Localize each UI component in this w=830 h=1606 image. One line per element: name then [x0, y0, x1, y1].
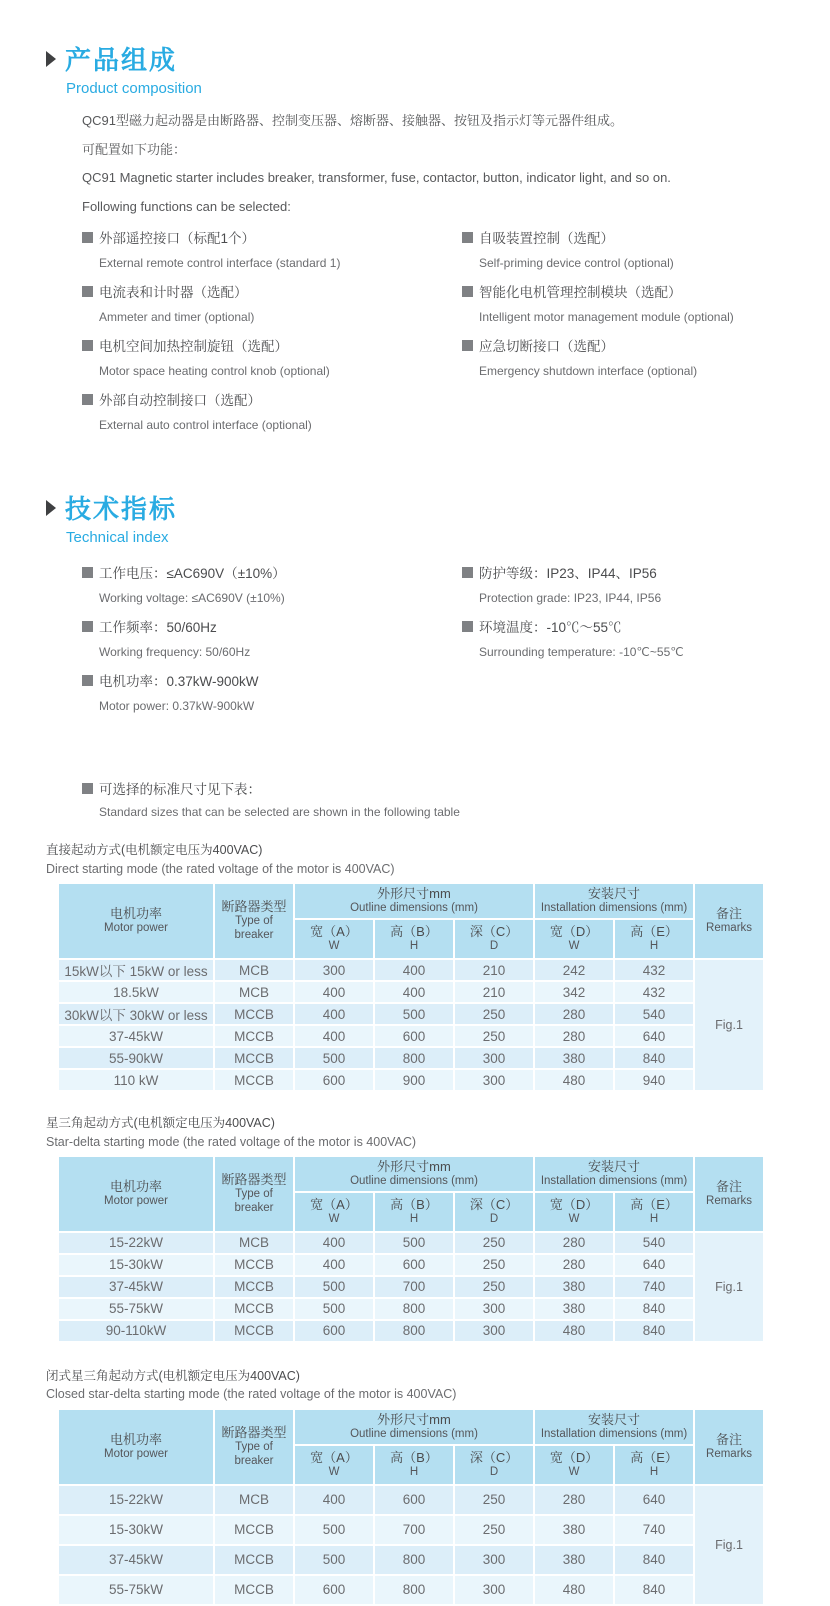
- header-height-e: 高（E） H: [614, 919, 694, 959]
- table-row: [58, 1254, 764, 1276]
- depth-c-cell: 250: [454, 1254, 534, 1276]
- spec-label-en: Working voltage: ≤AC690V (±10%): [99, 591, 285, 606]
- height-b-cell: 600: [374, 1025, 454, 1047]
- breaker-type-cell: MCCB: [214, 1047, 294, 1069]
- header-breaker-type: 断路器类型 Type of breaker: [214, 1156, 294, 1232]
- section-title-en: Technical index: [66, 529, 169, 547]
- spec-label-en: Motor power: 0.37kW-900kW: [99, 699, 255, 714]
- breaker-type-cell: MCCB: [214, 1575, 294, 1605]
- header-height-b: 高（B） H: [374, 1445, 454, 1485]
- feature-label-en: Self-priming device control (optional): [479, 256, 674, 271]
- header-outline-dimensions: 外形尺寸mm Outline dimensions (mm): [294, 883, 534, 919]
- breaker-type-cell: MCB: [214, 1485, 294, 1515]
- table-body: [58, 1485, 764, 1605]
- spec-label-en: Working frequency: 50/60Hz: [99, 645, 251, 660]
- width-d-cell: 280: [534, 1025, 614, 1047]
- table-header: [58, 883, 764, 959]
- table-row: [58, 1515, 764, 1545]
- height-b-cell: 800: [374, 1545, 454, 1575]
- table-caption-en: Direct starting mode (the rated voltage of the motor is 400VAC): [46, 861, 395, 876]
- bullet-square-icon: [82, 286, 93, 297]
- spec-item: [82, 670, 462, 713]
- width-a-cell: 600: [294, 1320, 374, 1342]
- width-d-cell: 380: [534, 1276, 614, 1298]
- table-block-closed-star-delta: [46, 1369, 790, 1606]
- bullet-square-icon: [82, 783, 93, 794]
- breaker-type-cell: MCCB: [214, 1320, 294, 1342]
- width-a-cell: 500: [294, 1276, 374, 1298]
- depth-c-cell: 250: [454, 1276, 534, 1298]
- header-width-a: 宽（A） W: [294, 919, 374, 959]
- width-a-cell: 400: [294, 1485, 374, 1515]
- section-title-row: [46, 489, 790, 526]
- height-e-cell: 840: [614, 1298, 694, 1320]
- feature-item: [82, 389, 462, 432]
- table-body: [58, 1232, 764, 1342]
- width-a-cell: 400: [294, 1254, 374, 1276]
- width-d-cell: 280: [534, 1485, 614, 1515]
- header-installation-dimensions: 安装尺寸 Installation dimensions (mm): [534, 1409, 694, 1445]
- motor-power-cell: 37-45kW: [58, 1545, 214, 1575]
- height-e-cell: 640: [614, 1025, 694, 1047]
- header-remarks: 备注 Remarks: [694, 1156, 764, 1232]
- width-d-cell: 280: [534, 1003, 614, 1025]
- header-depth-c: 深（C） D: [454, 1192, 534, 1232]
- feature-list: [82, 227, 790, 443]
- width-a-cell: 500: [294, 1545, 374, 1575]
- note-text-en: Standard sizes that can be selected are shown in the following table: [99, 805, 460, 820]
- header-outline-dimensions: 外形尺寸mm Outline dimensions (mm): [294, 1156, 534, 1192]
- height-e-cell: 640: [614, 1485, 694, 1515]
- feature-label-zh: 外部遥控接口（标配1个）: [99, 231, 256, 247]
- breaker-type-cell: MCCB: [214, 1515, 294, 1545]
- width-d-cell: 280: [534, 1254, 614, 1276]
- remarks-cell: Fig.1: [694, 959, 764, 1091]
- height-b-cell: 700: [374, 1515, 454, 1545]
- feature-label-en: External remote control interface (standard 1): [99, 256, 341, 271]
- depth-c-cell: 250: [454, 1232, 534, 1254]
- header-remarks: 备注 Remarks: [694, 1409, 764, 1485]
- motor-power-cell: 30kW以下 30kW or less: [58, 1003, 214, 1025]
- intro-paragraphs: [82, 113, 790, 214]
- height-b-cell: 800: [374, 1320, 454, 1342]
- height-e-cell: 432: [614, 981, 694, 1003]
- table-block-direct-start: [46, 843, 790, 1092]
- motor-power-cell: 37-45kW: [58, 1276, 214, 1298]
- feature-label-zh: 应急切断接口（选配）: [479, 339, 614, 355]
- feature-item: [462, 281, 790, 324]
- table-row: [58, 1232, 764, 1254]
- height-e-cell: 540: [614, 1232, 694, 1254]
- section-product-composition: [46, 40, 790, 443]
- header-motor-power: 电机功率 Motor power: [58, 1156, 214, 1232]
- arrow-right-icon: [46, 500, 56, 516]
- arrow-right-icon: [46, 51, 56, 67]
- table-row: [58, 1003, 764, 1025]
- header-motor-power: 电机功率 Motor power: [58, 1409, 214, 1485]
- header-width-d: 宽（D） W: [534, 919, 614, 959]
- motor-power-cell: 18.5kW: [58, 981, 214, 1003]
- depth-c-cell: 250: [454, 1515, 534, 1545]
- table-row: [58, 1298, 764, 1320]
- height-b-cell: 800: [374, 1047, 454, 1069]
- width-a-cell: 400: [294, 1025, 374, 1047]
- note-text-zh: 可选择的标准尺寸见下表：: [99, 782, 261, 798]
- height-b-cell: 800: [374, 1298, 454, 1320]
- spec-item: [82, 562, 462, 605]
- bullet-square-icon: [462, 232, 473, 243]
- height-e-cell: 840: [614, 1320, 694, 1342]
- header-breaker-type: 断路器类型 Type of breaker: [214, 1409, 294, 1485]
- header-height-e: 高（E） H: [614, 1192, 694, 1232]
- spec-item: [462, 562, 790, 605]
- height-b-cell: 700: [374, 1276, 454, 1298]
- motor-power-cell: 15-30kW: [58, 1515, 214, 1545]
- height-b-cell: 400: [374, 981, 454, 1003]
- feature-label-en: Motor space heating control knob (optional): [99, 364, 330, 379]
- config-text-en: Following functions can be selected:: [82, 198, 291, 214]
- motor-power-cell: 110 kW: [58, 1069, 214, 1091]
- width-a-cell: 400: [294, 981, 374, 1003]
- breaker-type-cell: MCCB: [214, 1298, 294, 1320]
- config-text-zh: 可配置如下功能：: [82, 141, 187, 157]
- table-header: [58, 1409, 764, 1485]
- motor-power-cell: 55-75kW: [58, 1298, 214, 1320]
- spec-column-left: [82, 562, 462, 724]
- depth-c-cell: 210: [454, 981, 534, 1003]
- table-row: [58, 959, 764, 981]
- remarks-cell: Fig.1: [694, 1485, 764, 1605]
- motor-power-cell: 15kW以下 15kW or less: [58, 959, 214, 981]
- width-d-cell: 280: [534, 1232, 614, 1254]
- section-title-zh: 产品组成: [65, 45, 178, 75]
- section-title-row: [46, 40, 790, 77]
- width-a-cell: 400: [294, 1003, 374, 1025]
- section-title-zh: 技术指标: [65, 494, 178, 525]
- motor-power-cell: 90-110kW: [58, 1320, 214, 1342]
- depth-c-cell: 300: [454, 1545, 534, 1575]
- header-motor-power: 电机功率 Motor power: [58, 883, 214, 959]
- header-width-d: 宽（D） W: [534, 1192, 614, 1232]
- bullet-square-icon: [82, 621, 93, 632]
- bullet-square-icon: [82, 675, 93, 686]
- bullet-square-icon: [82, 394, 93, 405]
- spec-label-en: Protection grade: IP23, IP44, IP56: [479, 591, 662, 606]
- table-row: [58, 1320, 764, 1342]
- width-a-cell: 500: [294, 1298, 374, 1320]
- motor-power-cell: 37-45kW: [58, 1025, 214, 1047]
- feature-label-en: Ammeter and timer (optional): [99, 310, 255, 325]
- depth-c-cell: 300: [454, 1320, 534, 1342]
- dimensions-table-closed-star-delta: [57, 1408, 765, 1606]
- table-row: [58, 1047, 764, 1069]
- standard-sizes-note: [82, 778, 790, 819]
- feature-column-right: [462, 227, 790, 443]
- breaker-type-cell: MCCB: [214, 1069, 294, 1091]
- bullet-square-icon: [462, 621, 473, 632]
- height-e-cell: 840: [614, 1047, 694, 1069]
- feature-item: [462, 227, 790, 270]
- table-block-star-delta: [46, 1116, 790, 1343]
- feature-item: [82, 281, 462, 324]
- feature-item: [82, 227, 462, 270]
- width-d-cell: 380: [534, 1515, 614, 1545]
- feature-column-left: [82, 227, 462, 443]
- depth-c-cell: 210: [454, 959, 534, 981]
- intro-text-zh: QC91型磁力起动器是由断路器、控制变压器、熔断器、接触器、按钮及指示灯等元器件组成。: [82, 113, 623, 128]
- spec-label-zh: 工作频率：50/60Hz: [99, 620, 217, 636]
- bullet-square-icon: [82, 232, 93, 243]
- breaker-type-cell: MCB: [214, 981, 294, 1003]
- feature-item: [462, 335, 790, 378]
- breaker-type-cell: MCCB: [214, 1003, 294, 1025]
- height-b-cell: 500: [374, 1003, 454, 1025]
- bullet-square-icon: [82, 340, 93, 351]
- header-height-b: 高（B） H: [374, 1192, 454, 1232]
- height-e-cell: 840: [614, 1545, 694, 1575]
- feature-label-en: Intelligent motor management module (optional): [479, 310, 734, 325]
- height-e-cell: 740: [614, 1276, 694, 1298]
- depth-c-cell: 250: [454, 1003, 534, 1025]
- table-row: [58, 1276, 764, 1298]
- dimensions-table-star-delta: [57, 1155, 765, 1343]
- breaker-type-cell: MCCB: [214, 1025, 294, 1047]
- height-e-cell: 432: [614, 959, 694, 981]
- depth-c-cell: 250: [454, 1025, 534, 1047]
- width-d-cell: 380: [534, 1047, 614, 1069]
- height-b-cell: 500: [374, 1232, 454, 1254]
- header-height-b: 高（B） H: [374, 919, 454, 959]
- table-row: [58, 981, 764, 1003]
- depth-c-cell: 250: [454, 1485, 534, 1515]
- height-b-cell: 600: [374, 1485, 454, 1515]
- header-depth-c: 深（C） D: [454, 919, 534, 959]
- motor-power-cell: 55-75kW: [58, 1575, 214, 1605]
- height-e-cell: 740: [614, 1515, 694, 1545]
- spec-item: [82, 616, 462, 659]
- width-d-cell: 380: [534, 1545, 614, 1575]
- bullet-square-icon: [82, 567, 93, 578]
- width-d-cell: 242: [534, 959, 614, 981]
- section-technical-index: [46, 489, 790, 724]
- header-width-a: 宽（A） W: [294, 1192, 374, 1232]
- spec-list: [82, 562, 790, 724]
- spec-column-right: [462, 562, 790, 724]
- breaker-type-cell: MCCB: [214, 1545, 294, 1575]
- depth-c-cell: 300: [454, 1298, 534, 1320]
- header-installation-dimensions: 安装尺寸 Installation dimensions (mm): [534, 1156, 694, 1192]
- breaker-type-cell: MCCB: [214, 1254, 294, 1276]
- table-row: [58, 1069, 764, 1091]
- dimensions-table-direct: [57, 882, 765, 1092]
- width-a-cell: 500: [294, 1515, 374, 1545]
- header-height-e: 高（E） H: [614, 1445, 694, 1485]
- intro-text-en: QC91 Magnetic starter includes breaker, transformer, fuse, contactor, button, indicator light, and so on.: [82, 170, 671, 186]
- height-b-cell: 400: [374, 959, 454, 981]
- header-width-a: 宽（A） W: [294, 1445, 374, 1485]
- motor-power-cell: 15-22kW: [58, 1232, 214, 1254]
- feature-label-en: Emergency shutdown interface (optional): [479, 364, 698, 379]
- height-b-cell: 900: [374, 1069, 454, 1091]
- header-remarks: 备注 Remarks: [694, 883, 764, 959]
- bullet-square-icon: [462, 286, 473, 297]
- feature-item: [82, 335, 462, 378]
- spec-label-en: Surrounding temperature: -10℃~55℃: [479, 645, 684, 660]
- depth-c-cell: 300: [454, 1047, 534, 1069]
- header-installation-dimensions: 安装尺寸 Installation dimensions (mm): [534, 883, 694, 919]
- feature-label-zh: 自吸装置控制（选配）: [479, 231, 614, 247]
- table-caption-zh: 星三角起动方式(电机额定电压为400VAC): [46, 1116, 275, 1131]
- height-e-cell: 840: [614, 1575, 694, 1605]
- height-e-cell: 540: [614, 1003, 694, 1025]
- spec-label-zh: 工作电压：≤AC690V（±10%）: [99, 566, 286, 582]
- table-caption-en: Star-delta starting mode (the rated voltage of the motor is 400VAC): [46, 1134, 417, 1149]
- feature-label-zh: 电机空间加热控制旋钮（选配）: [99, 339, 288, 355]
- feature-label-en: External auto control interface (optional): [99, 418, 312, 433]
- feature-label-zh: 智能化电机管理控制模块（选配）: [479, 285, 682, 301]
- width-a-cell: 300: [294, 959, 374, 981]
- depth-c-cell: 300: [454, 1575, 534, 1605]
- spec-item: [462, 616, 790, 659]
- depth-c-cell: 300: [454, 1069, 534, 1091]
- spec-label-zh: 防护等级：IP23、IP44、IP56: [479, 566, 657, 582]
- header-breaker-type: 断路器类型 Type of breaker: [214, 883, 294, 959]
- table-caption-en: Closed star-delta starting mode (the rated voltage of the motor is 400VAC): [46, 1387, 457, 1402]
- header-depth-c: 深（C） D: [454, 1445, 534, 1485]
- width-a-cell: 500: [294, 1047, 374, 1069]
- table-row: [58, 1025, 764, 1047]
- table-header: [58, 1156, 764, 1232]
- table-row: [58, 1545, 764, 1575]
- bullet-square-icon: [462, 340, 473, 351]
- spec-label-zh: 电机功率：0.37kW-900kW: [99, 674, 259, 690]
- table-row: [58, 1485, 764, 1515]
- bullet-square-icon: [462, 567, 473, 578]
- width-d-cell: 480: [534, 1320, 614, 1342]
- spec-label-zh: 环境温度：-10℃～55℃: [479, 620, 622, 636]
- breaker-type-cell: MCCB: [214, 1276, 294, 1298]
- table-caption-zh: 闭式星三角起动方式(电机额定电压为400VAC): [46, 1368, 300, 1383]
- width-d-cell: 480: [534, 1069, 614, 1091]
- motor-power-cell: 15-30kW: [58, 1254, 214, 1276]
- width-d-cell: 342: [534, 981, 614, 1003]
- width-a-cell: 400: [294, 1232, 374, 1254]
- height-e-cell: 940: [614, 1069, 694, 1091]
- height-b-cell: 800: [374, 1575, 454, 1605]
- section-title-en: Product composition: [66, 80, 202, 97]
- breaker-type-cell: MCB: [214, 1232, 294, 1254]
- table-body: [58, 959, 764, 1091]
- width-d-cell: 380: [534, 1298, 614, 1320]
- width-d-cell: 480: [534, 1575, 614, 1605]
- breaker-type-cell: MCB: [214, 959, 294, 981]
- height-e-cell: 640: [614, 1254, 694, 1276]
- header-width-d: 宽（D） W: [534, 1445, 614, 1485]
- header-outline-dimensions: 外形尺寸mm Outline dimensions (mm): [294, 1409, 534, 1445]
- motor-power-cell: 15-22kW: [58, 1485, 214, 1515]
- width-a-cell: 600: [294, 1575, 374, 1605]
- feature-label-zh: 电流表和计时器（选配）: [99, 285, 248, 301]
- height-b-cell: 600: [374, 1254, 454, 1276]
- table-caption-zh: 直接起动方式(电机额定电压为400VAC): [46, 843, 263, 858]
- motor-power-cell: 55-90kW: [58, 1047, 214, 1069]
- feature-label-zh: 外部自动控制接口（选配）: [99, 393, 261, 409]
- remarks-cell: Fig.1: [694, 1232, 764, 1342]
- width-a-cell: 600: [294, 1069, 374, 1091]
- table-row: [58, 1575, 764, 1605]
